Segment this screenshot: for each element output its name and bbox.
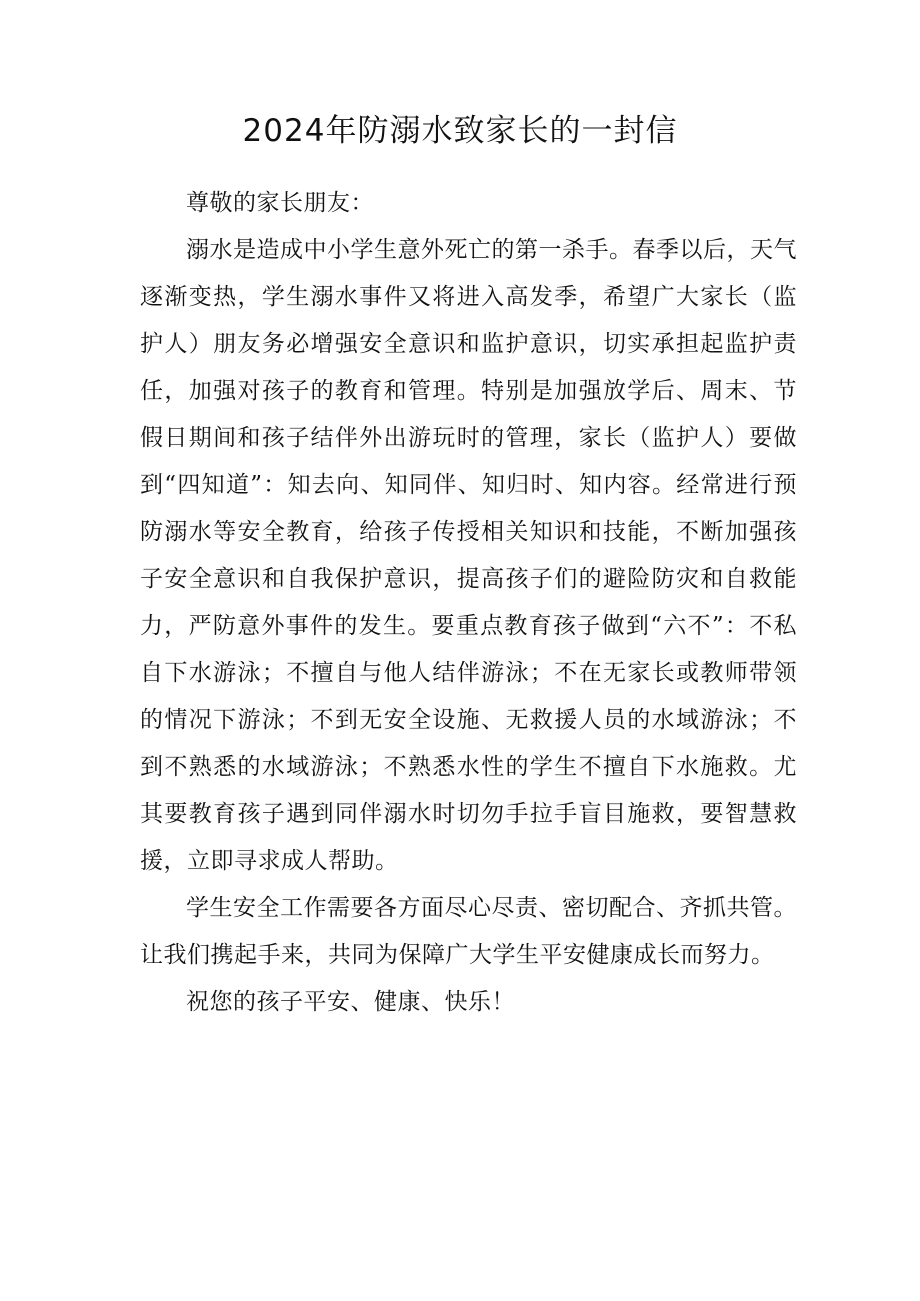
- salutation: 尊敬的家长朋友：: [186, 190, 374, 216]
- closing-wish: 祝您的孩子平安、健康、快乐！: [186, 989, 515, 1015]
- letter-body: [140, 180, 797, 1026]
- paragraph-call-to-action: 学生安全工作需要各方面尽心尽责、密切配合、齐抓共管。让我们携起手来，共同为保障广大学生平安健康成长而努力。: [140, 895, 797, 968]
- paragraph-main: 溺水是造成中小学生意外死亡的第一杀手。春季以后，天气逐渐变热，学生溺水事件又将进入高发季，希望广大家长（监护人）朋友务必增强安全意识和监护意识，切实承担起监护责任，加强对孩子的教育和管理。特别是加强放学后、周末、节假日期间和孩子结伴外出游玩时的管理，家长（监护人）要做到“四知道”：知去向、知同伴、知归时、知内容。经常进行预防溺水等安全教育，给孩子传授相关知识和技能，不断加强孩子安全意识和自我保护意识，提高孩子们的避险防灾和自救能力，严防意外事件的发生。要重点教育孩子做到“六不”：不私自下水游泳；不擅自与他人结伴游泳；不在无家长或教师带领的情况下游泳；不到无安全设施、无救援人员的水域游泳；不到不熟悉的水域游泳；不熟悉水性的学生不擅自下水施救。尤其要教育孩子遇到同伴溺水时切勿手拉手盲目施救，要智慧救援，立即寻求成人帮助。: [140, 237, 797, 874]
- page-title: 2024年防溺水致家长的一封信: [242, 113, 678, 149]
